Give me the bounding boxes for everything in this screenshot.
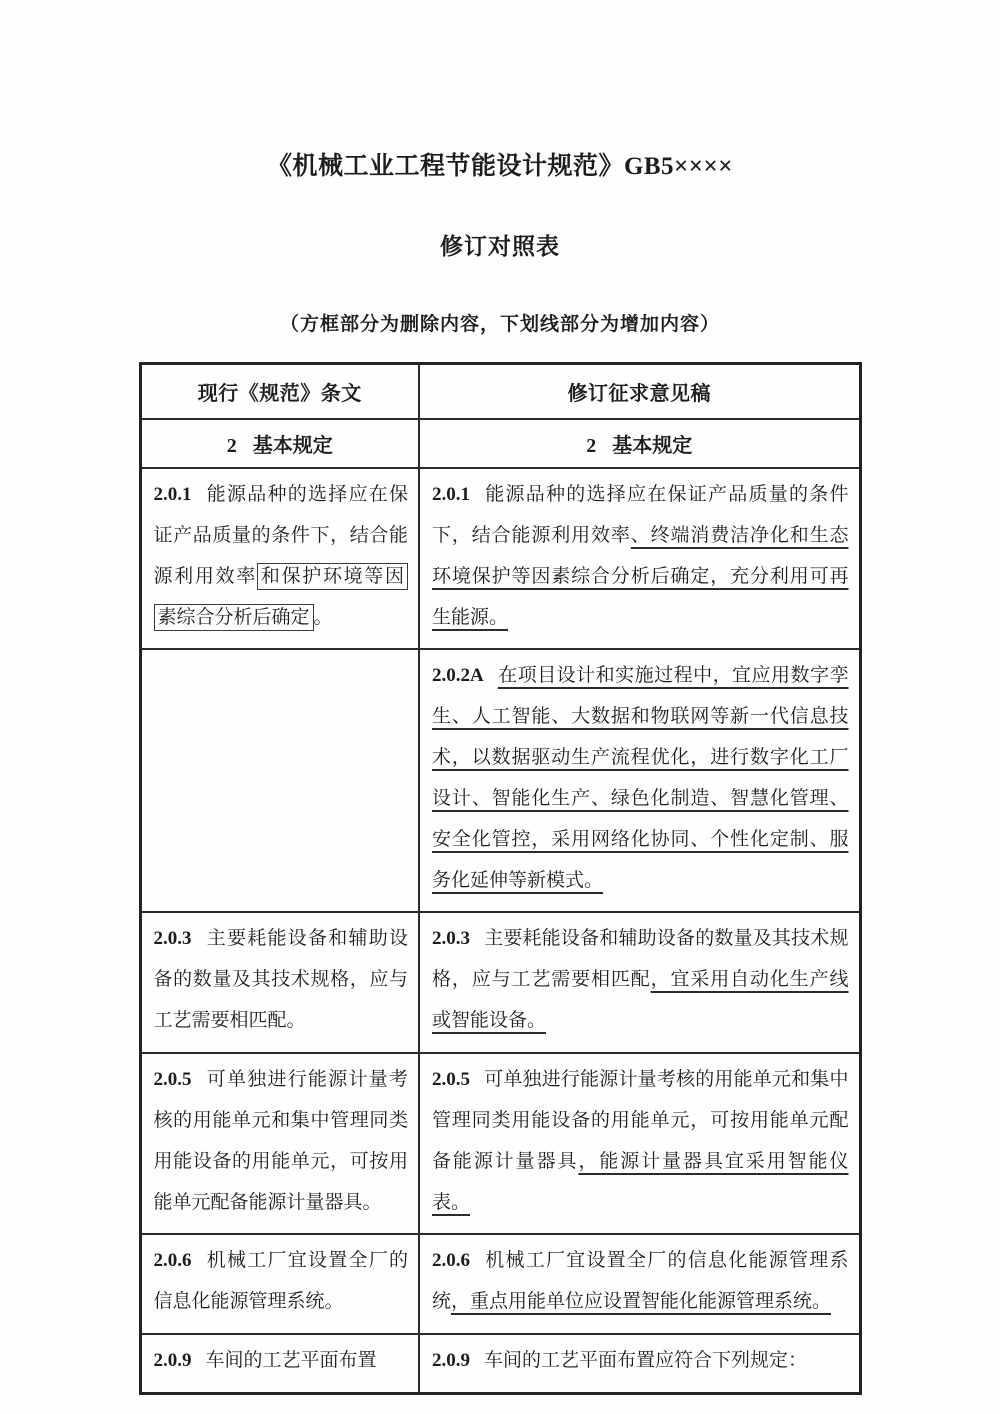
text-segment-num: 2.0.1 [432, 484, 470, 505]
cell-2-0-9-revised [419, 1334, 860, 1393]
text-segment-normal: 可单独进行能源计量考核的用能单元和集中管理同类用能设备的用能单元，可按用能单元配备能源计量器具。 [153, 1068, 408, 1213]
text-segment-normal: 可单独进行能源计量考核的用能单元和集中管理同类用能设备的用能单元，可按用能单元配备能源计量器具 [432, 1068, 849, 1172]
table-row-2-0-3 [140, 912, 860, 1053]
text-segment-normal: 主要耗能设备和辅助设备的数量及其技术规格，应与工艺需要相匹配 [432, 928, 849, 991]
cell-2-0-2A-revised [419, 649, 860, 912]
cell-2-0-9-current [140, 1334, 419, 1393]
text-segment-num: 2.0.1 [153, 484, 192, 505]
table-row-2-0-9 [140, 1334, 860, 1393]
text-segment-normal: 车间的工艺平面布置应符合下列规定： [484, 1350, 808, 1372]
header-current-clause: 现行《规范》条文 [140, 364, 419, 420]
text-segment-num: 2.0.5 [432, 1068, 470, 1090]
section-cell-current [140, 419, 419, 468]
text-segment-underline: 在项目设计和实施过程中，宜应用数字孪生、人工智能、大数据和物联网等新一代信息技术，以数据驱动生产流程优化，进行数字化工厂设计、智能化生产、绿色化制造、智慧化管理、安全化管控，采用网络化协同、个性化定制、服务化延伸等新模式。 [432, 665, 849, 891]
cell-2-0-5-current [140, 1053, 419, 1234]
text-segment-normal: 机械工厂宜设置全厂的信息化能源管理系统。 [153, 1250, 408, 1313]
cell-2-0-1-current [140, 468, 419, 649]
text-segment-num: 2.0.2A [432, 665, 484, 687]
text-segment-underline: ，宜采用自动化生产线或智能设备。 [432, 969, 849, 1032]
text-segment-num: 2.0.5 [153, 1068, 192, 1090]
section-row [140, 419, 860, 468]
table-row-2-0-2A [140, 649, 860, 912]
text-segment-boxed: 和保护环境等因 [257, 563, 408, 590]
table-row-2-0-5 [140, 1053, 860, 1234]
text-segment-bold: 基本规定 [612, 435, 693, 457]
text-segment-num: 2.0.6 [153, 1250, 192, 1272]
text-segment-normal: 能源品种的选择应在保证产品质量的条件下，结合能源利用效率 [153, 484, 408, 587]
text-segment-num: 2.0.3 [432, 928, 470, 950]
text-segment-num: 2.0.9 [153, 1350, 192, 1372]
text-segment-normal: 车间的工艺平面布置 [205, 1350, 377, 1372]
text-segment-normal: 能源品种的选择应在保证产品质量的条件下，结合能源利用效率 [432, 484, 849, 546]
header-revised-draft: 修订征求意见稿 [419, 364, 860, 420]
text-segment-normal: 机械工厂宜设置全厂的信息化能源管理系统 [432, 1250, 849, 1313]
text-segment-num: 2.0.6 [432, 1250, 470, 1272]
text-segment-normal: 。 [313, 606, 333, 628]
text-segment-num: 2.0.3 [153, 928, 192, 950]
table-row-2-0-1 [140, 468, 860, 649]
text-segment-underline: ，重点用能单位应设置智能化能源管理系统。 [451, 1291, 832, 1313]
cell-2-0-1-revised [419, 468, 860, 649]
text-segment-boxed: 素综合分析后确定 [154, 604, 314, 631]
text-segment-underline: 、终端消费洁净化和生态环境保护等因素综合分析后确定，充分利用可再生能源。 [432, 524, 849, 628]
cell-2-0-3-revised [419, 912, 860, 1053]
text-segment-normal: 主要耗能设备和辅助设备的数量及其技术规格，应与工艺需要相匹配。 [153, 928, 408, 1032]
table-row-2-0-6 [140, 1234, 860, 1334]
table-header-row [140, 364, 860, 420]
cell-2-0-6-revised [419, 1234, 860, 1334]
cell-2-0-5-revised [419, 1053, 860, 1234]
text-segment-underline: ，能源计量器具宜采用智能仪表。 [432, 1150, 849, 1213]
cell-2-0-6-current [140, 1234, 419, 1334]
text-segment-bold: 基本规定 [252, 435, 333, 457]
cell-2-0-2A-current [140, 649, 419, 912]
section-cell-revised [419, 419, 860, 468]
text-segment-num: 2 [586, 435, 597, 457]
comparison-table [139, 362, 862, 1395]
text-segment-num: 2.0.9 [432, 1350, 470, 1372]
document-title: 《机械工业工程节能设计规范》GB5×××× [266, 153, 734, 180]
legend-note: （方框部分为删除内容，下划线部分为增加内容） [279, 314, 720, 335]
cell-2-0-3-current [140, 912, 419, 1053]
text-segment-num: 2 [226, 435, 237, 457]
document-subtitle: 修订对照表 [440, 234, 560, 259]
